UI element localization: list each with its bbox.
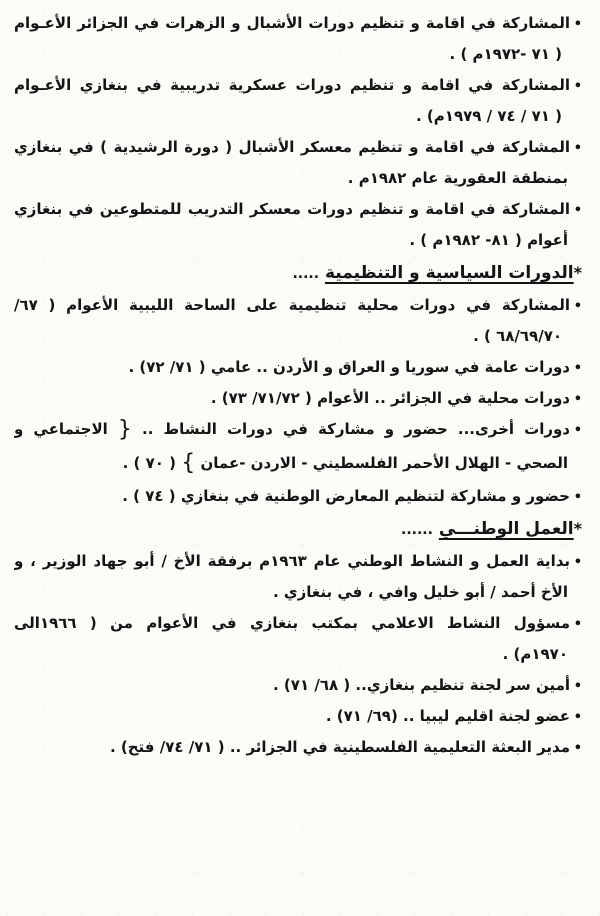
list-item-continuation: ( ٧١ / ٧٤ / ١٩٧٩م) . [416,107,562,125]
bullet: • [573,490,582,505]
section-heading [14,256,582,290]
list-item-line: •المشاركة في اقامة و تنظيم دورات الأشبال و الزهرات في الجزائر الأعـوام [14,8,582,39]
list-item-line: •حضور و مشاركة لتنظيم المعارض الوطنية في بنغازي ( ٧٤ ) . [14,481,582,512]
national-work-section [14,512,582,763]
political-courses-section [14,256,582,512]
heading-text: العمل الوطنـــي [438,519,574,539]
list-item-continuation: الصحي - الهلال الأحمر الفلسطيني - الاردن -عمان } ( ٧٠ ) . [122,450,568,476]
list-item-line: •المشاركة في اقامة و تنظيم معسكر الأشبال ( دورة الرشيدية ) في بنغازي [14,132,582,163]
bullet: • [573,710,582,725]
list-item-line: •المشاركة في دورات محلية تنظيمية على الساحة الليبية الأعوام ( ٦٧/ [14,290,582,321]
heading-star: * [573,263,582,282]
brace-close: } [181,450,196,476]
list-item-line: •دورات محلية في الجزائر .. الأعوام ( ٧١/٧٢/ ٧٣) . [14,383,582,414]
list-item-continuation: ١٩٧٠م) . [502,645,568,663]
list-item-continuation: أعوام ( ٨١- ١٩٨٢م ) . [409,231,568,249]
bullet: • [573,423,582,438]
list-item-line: •عضو لجنة اقليم ليبيا .. (٦٩/ ٧١) . [14,701,582,732]
list-item-line: •مسؤول النشاط الاعلامي بمكتب بنغازي في الأعوام من ( ١٩٦٦الى [14,608,582,639]
list-item-line: •المشاركة في اقامة و تنظيم دورات معسكر التدريب للمتطوعين في بنغازي [14,194,582,225]
bullet: • [573,392,582,407]
bullet: • [573,17,582,32]
list-item-continuation: ٦٨/٦٩/٧٠ ) . [473,327,562,345]
bullet: • [573,617,582,632]
list-item-line: •مدير البعثة التعليمية الفلسطينية في الجزائر .. ( ٧١/ ٧٤/ فتح) . [14,732,582,763]
heading-dots: ..... [292,266,320,282]
list-item-line: •دورات عامة في سوريا و العراق و الأردن .. عامي ( ٧١/ ٧٢) . [14,352,582,383]
list-item-continuation: ( ٧١ -١٩٧٢م ) . [449,45,562,63]
heading-star: * [573,519,582,538]
bullet: • [573,203,582,218]
list-item-line: •دورات أخرى... حضور و مشاركة في دورات النشاط .. { الاجتماعي و [14,414,582,445]
page-bottom-margin [14,763,582,773]
bullet: • [573,679,582,694]
bullet: • [573,741,582,756]
section-heading [14,512,582,546]
bullet: • [573,141,582,156]
bullet: • [573,79,582,94]
bullet: • [573,555,582,570]
scouts-training-section [14,8,582,256]
bullet: • [573,361,582,376]
list-item-line: •المشاركة في اقامة و تنظيم دورات عسكرية تدريبية في بنغازي الأعـوام [14,70,582,101]
list-item-line: •أمين سر لجنة تنظيم بنغازي.. ( ٦٨/ ٧١) . [14,670,582,701]
bullet: • [573,299,582,314]
heading-dots: ...... [401,522,433,538]
brace-open: { [117,417,132,442]
list-item-line: •بداية العمل و النشاط الوطني عام ١٩٦٣م برفقة الأخ / أبو جهاد الوزير ، و [14,546,582,577]
list-item-continuation: بمنطقة العقورية عام ١٩٨٢م . [347,169,568,187]
heading-text: الدورات السياسية و التنظيمية [324,263,574,283]
list-item-continuation: الأخ أحمد / أبو خليل وافي ، في بنغازي . [273,583,568,601]
